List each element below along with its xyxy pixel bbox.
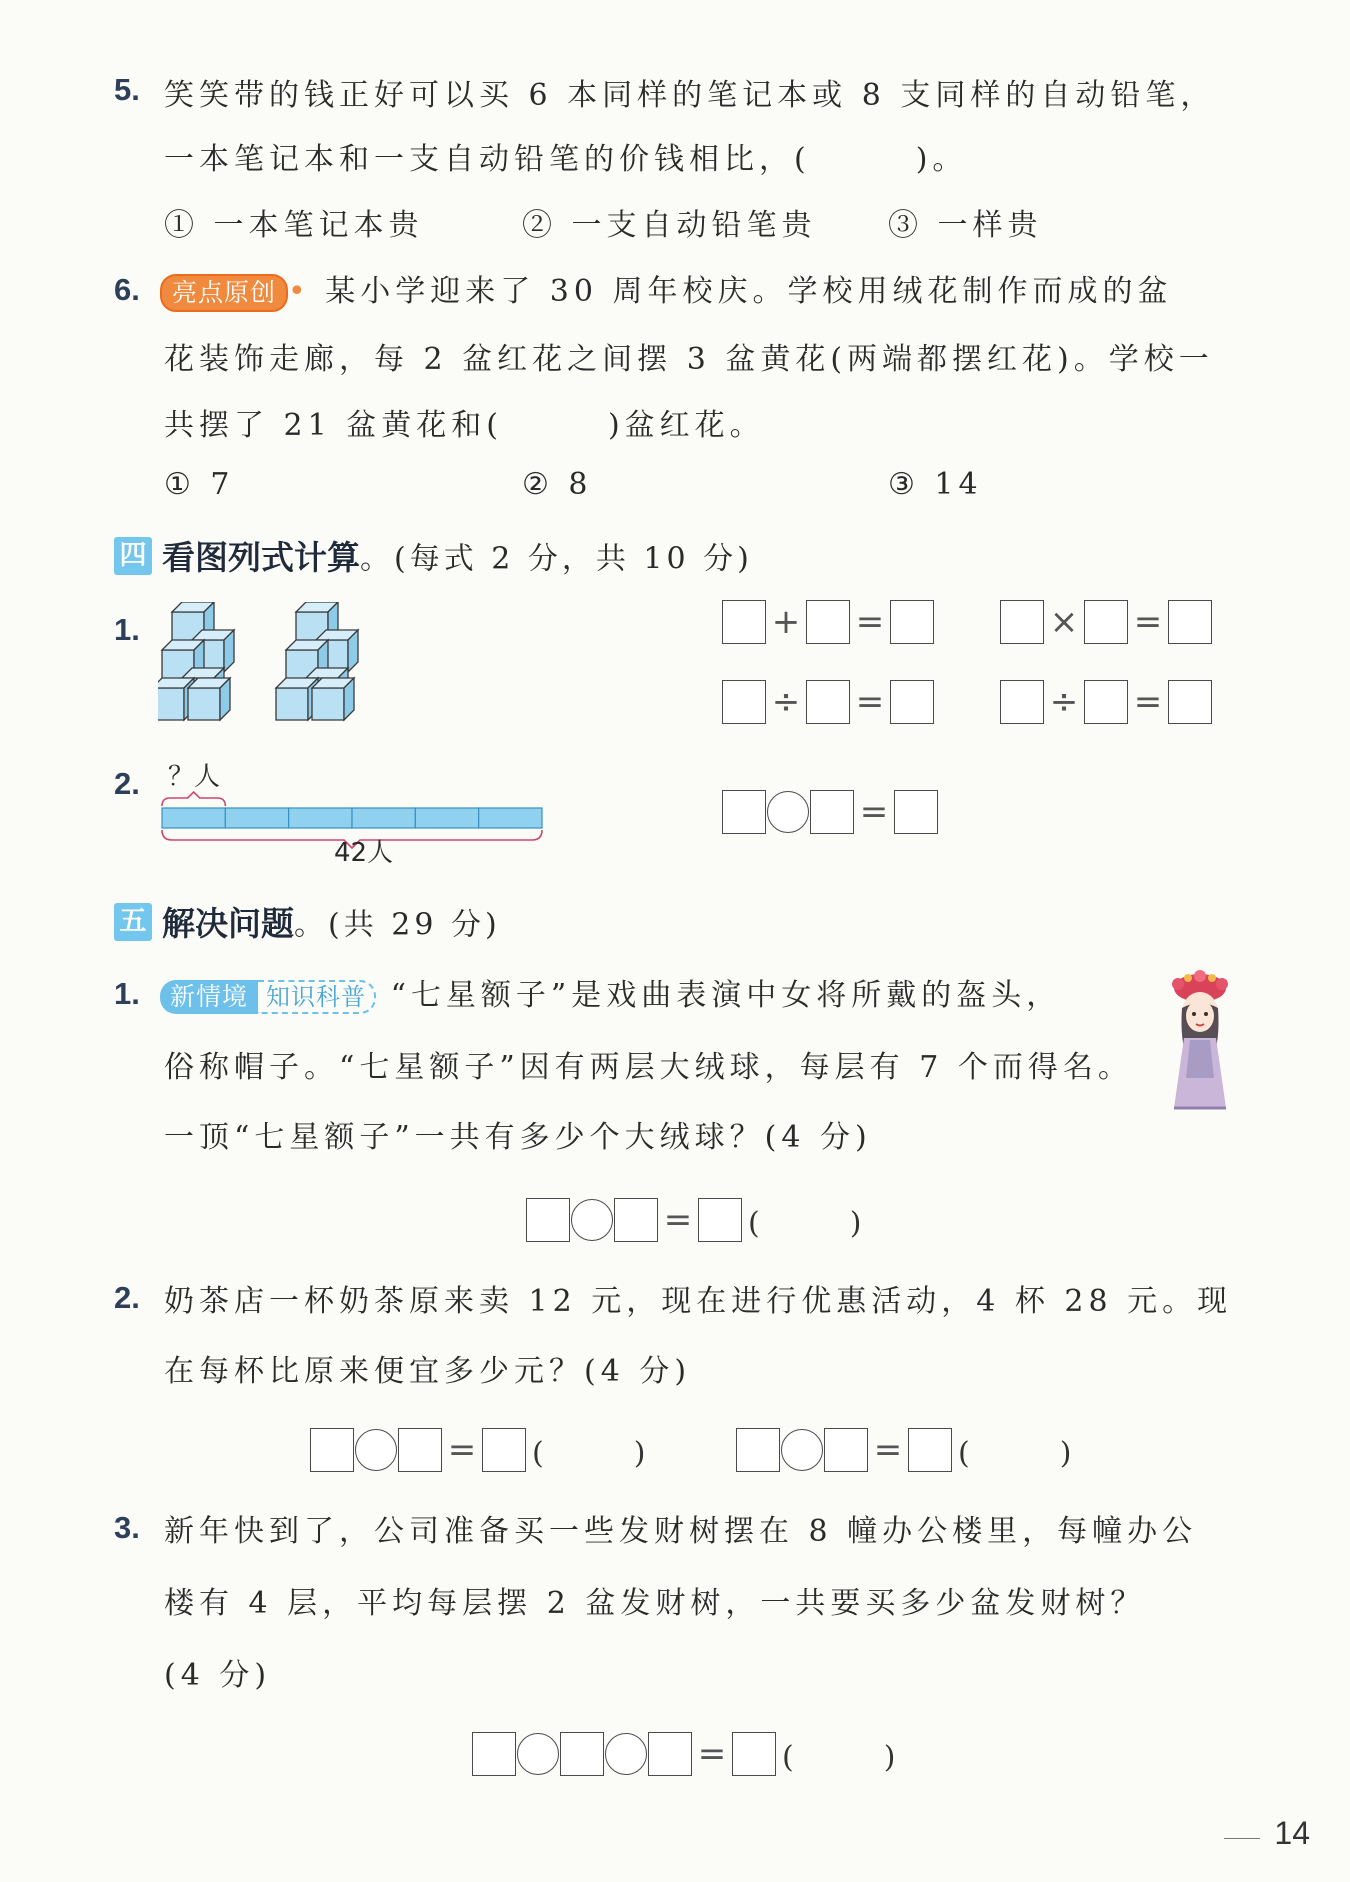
problem-2-equation-1 [310,1428,645,1472]
problem-1-line-3: 一顶“七星额子”一共有多少个大绒球？(4 分) [164,1120,872,1155]
question-6-line-1 [160,266,1173,312]
unit-blank[interactable]: ( ) [782,1740,896,1775]
answer-box[interactable] [908,1428,952,1472]
answer-box[interactable] [810,790,854,834]
question-5-line-1: 笑笑带的钱正好可以买 6 本同样的笔记本或 8 支同样的自动铅笔， [164,78,1216,113]
problem-2-line-2: 在每杯比原来便宜多少元？(4 分) [164,1354,692,1389]
operator-circle[interactable] [767,791,809,833]
answer-box[interactable] [806,680,850,724]
answer-box[interactable] [736,1428,780,1472]
equation-tape [722,790,938,834]
opera-performer-illustration [1160,968,1240,1118]
times-sign: × [1049,602,1079,642]
divide-sign: ÷ [1049,682,1079,722]
equation-addition [722,600,934,644]
answer-box[interactable] [806,600,850,644]
equals-sign: = [855,602,885,642]
section-5-header [114,898,501,945]
answer-box[interactable] [526,1198,570,1242]
answer-box[interactable] [890,680,934,724]
cube-stacks-figure [158,602,408,732]
section-4-badge: 四 [114,537,152,575]
page-number-rule [1224,1838,1260,1839]
problem-3-line-1: 新年快到了，公司准备买一些发财树摆在 8 幢办公楼里，每幢办公 [164,1514,1198,1549]
new-context-tag: 新情境 [160,980,258,1014]
answer-box[interactable] [722,600,766,644]
answer-box[interactable] [310,1428,354,1472]
section-5-note: 。(共 29 分) [294,907,501,943]
answer-box[interactable] [824,1428,868,1472]
section-5-title: 解决问题 [162,904,294,943]
problem-1-line-2: 俗称帽子。“七星额子”因有两层大绒球，每层有 7 个而得名。 [164,1050,1133,1085]
operator-circle[interactable] [781,1429,823,1471]
question-6-option-1[interactable]: ① 7 [164,467,235,502]
tape-top-label: ？人 [168,762,221,792]
problem-1-number: 1. [114,976,140,1011]
cube-stack-left [158,602,234,720]
answer-box[interactable] [722,790,766,834]
equals-sign: = [855,682,885,722]
question-6-text-1: 某小学迎来了 30 周年校庆。学校用绒花制作而成的盆 [325,274,1173,309]
answer-box[interactable] [398,1428,442,1472]
problem-3-line-3: (4 分) [164,1658,272,1693]
problem-2-line-1: 奶茶店一杯奶茶原来卖 12 元，现在进行优惠活动，4 杯 28 元。现 [164,1284,1233,1319]
section-4-header [114,532,753,579]
tape-segment [479,808,542,828]
problem-3-line-2: 楼有 4 层，平均每层摆 2 盆发财树，一共要买多少盆发财树？ [164,1586,1146,1621]
problem-1-text-1: “七星额子”是戏曲表演中女将所戴的盔头， [390,978,1062,1013]
answer-box[interactable] [1084,600,1128,644]
section-4-note: 。(每式 2 分，共 10 分) [360,541,753,577]
question-6-option-2[interactable]: ② 8 [522,467,593,502]
question-6-option-3[interactable]: ③ 14 [888,467,983,502]
highlight-original-tag: 亮点原创 [160,274,288,312]
tape-bottom-label: 42人 [334,838,394,868]
problem-2-number: 2. [114,1280,140,1315]
unit-blank[interactable]: ( ) [532,1436,646,1471]
tape-segment [225,808,288,828]
equals-sign: = [1133,682,1163,722]
answer-box[interactable] [1168,680,1212,724]
question-5-option-2[interactable]: ② 一支自动铅笔贵 [522,208,817,243]
answer-box[interactable] [482,1428,526,1472]
operator-circle[interactable] [355,1429,397,1471]
question-6-line-2: 花装饰走廊，每 2 盆红花之间摆 3 盆黄花(两端都摆红花)。学校一 [164,342,1214,377]
equals-sign: = [663,1200,693,1240]
tag-dot: • [288,274,311,309]
unit-blank[interactable]: ( ) [748,1206,862,1241]
operator-circle[interactable] [517,1733,559,1775]
answer-box[interactable] [894,790,938,834]
equals-sign: = [1133,602,1163,642]
question-5-option-3[interactable]: ③ 一样贵 [888,208,1043,243]
equals-sign: = [697,1734,727,1774]
equals-sign: = [447,1430,477,1470]
answer-box[interactable] [1000,600,1044,644]
unit-blank[interactable]: ( ) [958,1436,1072,1471]
answer-box[interactable] [732,1732,776,1776]
answer-box[interactable] [648,1732,692,1776]
question-5-option-1[interactable]: ① 一本笔记本贵 [164,208,424,243]
operator-circle[interactable] [571,1199,613,1241]
cube-stack-right [276,602,358,720]
section-4-title: 看图列式计算 [162,538,360,577]
answer-box[interactable] [1000,680,1044,724]
answer-box[interactable] [1168,600,1212,644]
divide-sign: ÷ [771,682,801,722]
question-number-5: 5. [114,72,140,107]
section-4-item-1-number: 1. [114,612,140,647]
answer-box[interactable] [614,1198,658,1242]
answer-box[interactable] [1084,680,1128,724]
problem-1-line-1 [160,970,1061,1014]
equation-division-1 [722,680,934,724]
tape-segment [289,808,352,828]
question-number-6: 6. [114,272,140,307]
problem-2-equation-2 [736,1428,1071,1472]
tape-top-brace [162,792,225,806]
answer-box[interactable] [472,1732,516,1776]
question-5-line-2: 一本笔记本和一支自动铅笔的价钱相比，( )。 [164,142,968,177]
page-number: 14 [1274,1815,1310,1851]
tape-segment [352,808,415,828]
tape-segment [415,808,478,828]
answer-box[interactable] [560,1732,604,1776]
section-5-badge: 五 [114,903,152,941]
knowledge-tag: 知识科普 [258,980,376,1014]
equals-sign: = [859,792,889,832]
plus-sign: + [771,602,801,642]
operator-circle[interactable] [605,1733,647,1775]
answer-box[interactable] [722,680,766,724]
equation-multiplication [1000,600,1212,644]
equation-division-2 [1000,680,1212,724]
answer-box[interactable] [698,1198,742,1242]
tape-segment [162,808,225,828]
problem-3-number: 3. [114,1510,140,1545]
equals-sign: = [873,1430,903,1470]
section-4-item-2-number: 2. [114,766,140,801]
question-6-line-3: 共摆了 21 盆黄花和( )盆红花。 [164,408,765,443]
problem-3-equation [472,1732,895,1776]
answer-box[interactable] [890,600,934,644]
problem-1-equation [526,1198,861,1242]
